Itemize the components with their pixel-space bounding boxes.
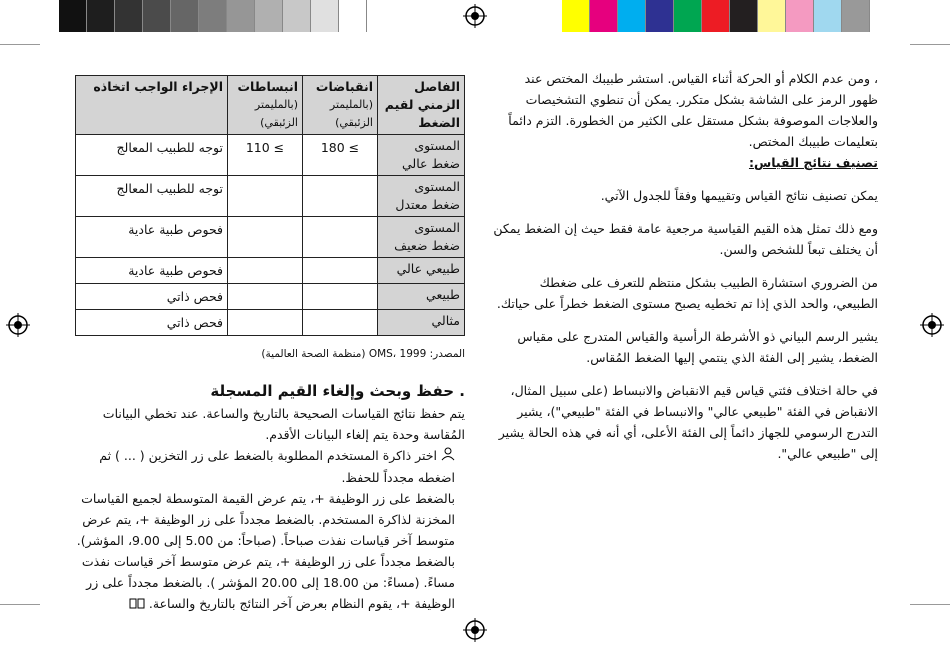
paragraph: في حالة اختلاف فئتي قياس قيم الانقباض والانبساط (على سبيل المثال، الانقباض في الفئة "طبيعي عالي" والانبساط في الفئة "طبيعي")، يشير التدرج الرسومي للجهاز دائماً إلى الفئة الأعلى، أي أنه في هذه الحالة يشير إلى "طبيعي عالي". <box>498 383 878 461</box>
table-cell-range: مثالي <box>378 310 465 336</box>
table-cell-action: فحوص طبية عادية <box>76 258 228 284</box>
table-cell-systolic <box>303 258 378 284</box>
color-swatch <box>730 0 758 32</box>
table-cell-range: طبيعي <box>378 284 465 310</box>
paragraph: من الضروري استشارة الطبيب بشكل منتظم للتعرف على ضغطك الطبيعي، والحد الذي إذا تم تخطيه يصبح مستوى الضغط خطراً على حياتك. <box>496 275 878 311</box>
color-swatch <box>562 0 590 32</box>
color-swatch <box>199 0 227 32</box>
crop-mark <box>0 44 40 45</box>
table-cell-diastolic: ≥ 110 <box>228 135 303 176</box>
color-calibration-bar <box>562 0 870 32</box>
table-cell-action: فحص ذاتي <box>76 310 228 336</box>
paragraph: يتم حفظ نتائج القياسات الصحيحة بالتاريخ والساعة. عند تخطي البيانات المُقاسة وحدة يتم إلغاء البيانات الأقدم. <box>102 406 465 442</box>
table-cell-range: المستوى ضغط ضعيف <box>378 217 465 258</box>
blood-pressure-table <box>75 75 465 336</box>
paragraph: يمكن تصنيف نتائج القياس وتقييمها وفقاً للجدول الآتي. <box>600 188 878 203</box>
color-swatch <box>758 0 786 32</box>
header-diastolic: انبساطات (بالمليمتر الزئبقي) <box>228 76 303 135</box>
header-action: الإجراء الواجب اتخاذه <box>76 76 228 135</box>
color-swatch <box>171 0 199 32</box>
color-swatch <box>842 0 870 32</box>
table-cell-action: توجه للطبيب المعالج <box>76 135 228 176</box>
table-cell-diastolic <box>228 258 303 284</box>
table-header-row <box>76 76 465 135</box>
color-swatch <box>674 0 702 32</box>
table-row <box>76 258 465 284</box>
section-heading: . حفظ وبحث وإلغاء القيم المسجلة <box>210 382 465 400</box>
grayscale-calibration-bar <box>59 0 367 32</box>
table-cell-action: فحوص طبية عادية <box>76 217 228 258</box>
registration-mark-icon <box>920 313 944 337</box>
table-cell-systolic <box>303 284 378 310</box>
paragraph: بالضغط على زر الوظيفة +، يتم عرض القيمة المتوسطة لجميع القياسات المخزنة لذاكرة المستخدم. بالضغط مجدداً على زر الوظيفة +، يتم عرض متوسط آخر قياسات نفذت صباحاً. (صباحاً: من 5.00 إلى 9.00، المؤشر). بالضغط مجدداً على زر الوظيفة +، يتم عرض متوسط آخر قياسات نفذت مساءً. (مساءً: من 18.00 إلى 20.00 المؤشر ). بالضغط مجدداً على زر الوظيفة +، يقوم النظام بعرض آخر النتائج بالتاريخ والساعة. <box>75 488 465 615</box>
color-swatch <box>283 0 311 32</box>
memory-user-icon <box>441 446 455 467</box>
table-cell-action: توجه للطبيب المعالج <box>76 176 228 217</box>
table-cell-range: طبيعي عالي <box>378 258 465 284</box>
table-cell-diastolic <box>228 217 303 258</box>
table-cell-diastolic <box>228 310 303 336</box>
table-row <box>76 310 465 336</box>
color-swatch <box>227 0 255 32</box>
intro-paragraph: ، ومن عدم الكلام أو الحركة أثناء القياس. استشر طبيبك المختص عند ظهور الرمز على الشاشة بشكل متكرر. يمكن أن تنطوي التشخيصات والعلاجات الموصوفة بشكل مستقل على الكثير من الخطورة. التزم دائماً بتعليمات طبيبك المختص. <box>508 71 878 149</box>
registration-mark-icon <box>463 4 487 28</box>
registration-mark-icon <box>463 618 487 642</box>
crop-mark <box>910 44 950 45</box>
header-range: الفاصل الزمني لقيم الضغط <box>378 76 465 135</box>
table-cell-action: فحص ذاتي <box>76 284 228 310</box>
color-swatch <box>59 0 87 32</box>
table-cell-diastolic <box>228 284 303 310</box>
right-text-column <box>493 68 878 464</box>
registration-mark-icon <box>6 313 30 337</box>
table-cell-systolic <box>303 310 378 336</box>
color-swatch <box>115 0 143 32</box>
table-row <box>76 217 465 258</box>
crop-mark <box>0 604 40 605</box>
paragraph: ومع ذلك تمثل هذه القيم القياسية مرجعية عامة فقط حيث إن الضغط يمكن أن يختلف تبعاً للشخص والسن. <box>493 221 878 257</box>
table-cell-range: المستوى ضغط عالي <box>378 135 465 176</box>
color-swatch <box>646 0 674 32</box>
paragraph: اختر ذاكرة المستخدم المطلوبة بالضغط على زر التخزين ( ... ) ثم اضغطه مجدداً للحفظ. <box>99 448 455 485</box>
crop-mark <box>910 604 950 605</box>
sun-moon-indicator-icon <box>129 594 145 615</box>
table-row <box>76 284 465 310</box>
paragraph: يشير الرسم البياني ذو الأشرطة الرأسية والقياس المتدرج على مقياس الضغط، يشير إلى الفئة الذي ينتمي إليها الضغط المُقاس. <box>517 329 878 365</box>
color-swatch <box>311 0 339 32</box>
table-cell-systolic: ≥ 180 <box>303 135 378 176</box>
color-swatch <box>590 0 618 32</box>
color-swatch <box>339 0 367 32</box>
color-swatch <box>255 0 283 32</box>
color-swatch <box>702 0 730 32</box>
table-row <box>76 176 465 217</box>
table-cell-systolic <box>303 176 378 217</box>
color-swatch <box>87 0 115 32</box>
table-cell-diastolic <box>228 176 303 217</box>
color-swatch <box>618 0 646 32</box>
color-swatch <box>786 0 814 32</box>
table-cell-systolic <box>303 217 378 258</box>
left-text-column <box>75 75 465 615</box>
color-swatch <box>143 0 171 32</box>
section-title: تصنيف نتائج القياس: <box>748 155 878 170</box>
color-swatch <box>814 0 842 32</box>
header-systolic: انقباضات (بالمليمتر الزئبقي) <box>303 76 378 135</box>
table-source: المصدر: OMS، 1999 (منظمة الصحة العالمية) <box>261 348 465 360</box>
table-cell-range: المستوى ضغط معتدل <box>378 176 465 217</box>
table-row <box>76 135 465 176</box>
